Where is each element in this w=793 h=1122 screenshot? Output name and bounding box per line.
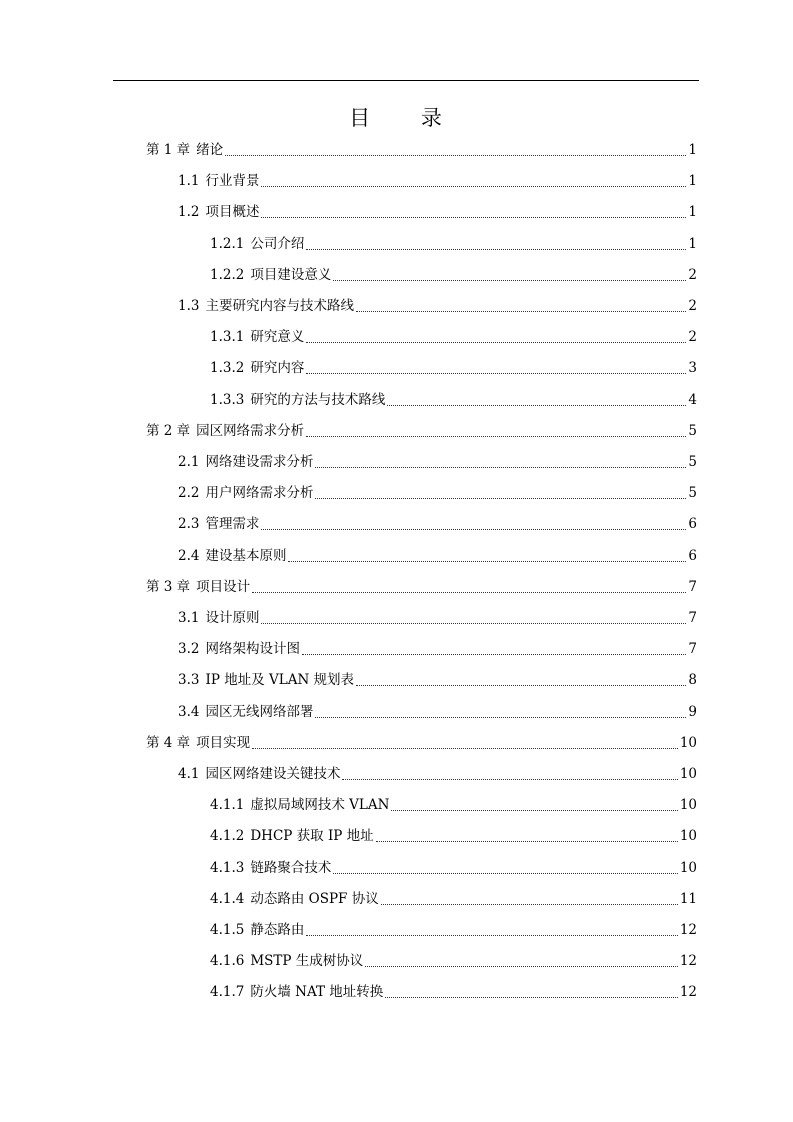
toc-entry[interactable] (210, 824, 697, 848)
toc-dot-leader (391, 809, 677, 811)
toc-entry-title: 公司介绍 (250, 235, 305, 252)
toc-entry-title: 研究内容 (250, 360, 305, 377)
toc-entry-title: 项目实现 (196, 734, 251, 751)
toc-entry-page-number: 5 (688, 485, 697, 502)
toc-entry-number: 3.3 (178, 672, 200, 689)
toc-dot-leader (333, 279, 686, 281)
toc-entry-number: 1.3.1 (210, 329, 245, 346)
toc-dot-leader (306, 248, 686, 250)
toc-entry-page-number: 12 (679, 984, 697, 1001)
toc-entry[interactable] (178, 637, 697, 661)
toc-entry-page-number: 9 (688, 703, 697, 720)
toc-dot-leader (333, 872, 677, 874)
toc-entry[interactable] (178, 668, 697, 692)
toc-entry[interactable] (210, 325, 697, 349)
toc-dot-leader (387, 404, 686, 406)
toc-entry-title: 虚拟局域网技术 VLAN (250, 797, 390, 814)
toc-entry[interactable] (210, 856, 697, 880)
toc-entry-page-number: 10 (679, 859, 697, 876)
toc-entry[interactable] (210, 918, 697, 942)
header-rule (113, 80, 699, 81)
toc-entry-title: DHCP 获取 IP 地址 (250, 828, 374, 845)
toc-dot-leader (315, 497, 686, 499)
toc-entry-title: MSTP 生成树协议 (250, 953, 364, 970)
toc-dot-leader (342, 778, 677, 780)
toc-dot-leader (365, 965, 678, 967)
toc-entry-number: 4.1.3 (210, 859, 245, 876)
toc-entry-page-number: 10 (679, 797, 697, 814)
toc-dot-leader (306, 934, 677, 936)
toc-entry-title: 网络架构设计图 (205, 641, 300, 658)
toc-entry-number: 第 4 章 (146, 734, 191, 751)
toc-entry-page-number: 7 (688, 610, 697, 626)
toc-entry-page-number: 1 (688, 173, 697, 190)
toc-dot-leader (306, 435, 686, 437)
toc-entry-title: 主要研究内容与技术路线 (205, 298, 354, 314)
toc-entry[interactable] (178, 762, 697, 786)
toc-entry-page-number: 11 (679, 890, 697, 907)
toc-entry[interactable] (178, 481, 697, 505)
toc-entry-page-number: 1 (688, 142, 697, 158)
toc-dot-leader (261, 528, 686, 530)
toc-dot-leader (252, 747, 678, 749)
toc-entry-title: 链路聚合技术 (250, 859, 332, 876)
toc-entry-title: 研究意义 (250, 329, 305, 346)
toc-entry-page-number: 2 (688, 329, 697, 346)
toc-entry-number: 4.1.7 (210, 984, 245, 1001)
toc-entry[interactable] (210, 887, 697, 911)
toc-entry-number: 4.1.5 (210, 922, 245, 938)
toc-entry-number: 2.4 (178, 547, 200, 564)
toc-entry[interactable] (178, 544, 697, 568)
toc-entry-page-number: 2 (688, 266, 697, 283)
toc-dot-leader (288, 560, 686, 562)
toc-entry-page-number: 12 (679, 953, 697, 970)
toc-dot-leader (261, 622, 686, 624)
toc-entry[interactable] (178, 169, 697, 193)
toc-dot-leader (356, 684, 686, 686)
toc-title: 目 录 (349, 106, 464, 130)
toc-entry-title: 防火墙 NAT 地址转换 (250, 984, 384, 1001)
toc-entry-page-number: 4 (688, 391, 697, 408)
toc-entry-number: 第 2 章 (146, 422, 191, 439)
toc-dot-leader (356, 310, 686, 312)
toc-entry[interactable] (210, 263, 697, 287)
toc-dot-leader (252, 591, 686, 593)
toc-entry-number: 2.2 (178, 485, 200, 502)
toc-entry-title: 建设基本原则 (205, 547, 287, 564)
toc-entry-page-number: 1 (688, 204, 697, 221)
toc-entry-title: 园区网络建设关键技术 (205, 766, 341, 782)
toc-entry-number: 3.1 (178, 610, 200, 626)
toc-entry-number: 3.4 (178, 703, 200, 720)
toc-entry[interactable] (178, 294, 697, 318)
toc-entry-page-number: 5 (688, 422, 697, 439)
toc-entry-title: 项目概述 (205, 204, 260, 221)
toc-entry-title: 项目设计 (196, 578, 251, 595)
toc-entry-page-number: 12 (679, 922, 697, 938)
toc-entry-page-number: 1 (688, 235, 697, 252)
toc-entry-page-number: 7 (688, 641, 697, 658)
toc-entry-number: 4.1.4 (210, 890, 245, 907)
toc-entry-page-number: 10 (679, 766, 697, 782)
toc-dot-leader (261, 185, 686, 187)
toc-entry-page-number: 7 (688, 578, 697, 595)
toc-dot-leader (261, 216, 686, 218)
toc-entry-number: 1.1 (178, 173, 200, 190)
toc-entry[interactable] (178, 700, 697, 724)
toc-entry-number: 3.2 (178, 641, 200, 658)
toc-entry-page-number: 6 (688, 516, 697, 533)
toc-dot-leader (225, 154, 686, 156)
toc-entry-number: 第 1 章 (146, 142, 191, 158)
toc-entry-number: 4.1 (178, 766, 200, 782)
toc-entry[interactable] (210, 980, 697, 1004)
toc-entry-page-number: 2 (688, 298, 697, 314)
toc-entry[interactable] (146, 419, 697, 443)
toc-entry-title: 网络建设需求分析 (205, 454, 314, 470)
toc-entry-title: 绪论 (196, 142, 224, 158)
toc-entry-number: 1.3 (178, 298, 200, 314)
toc-entry-title: IP 地址及 VLAN 规划表 (205, 672, 355, 689)
toc-dot-leader (381, 903, 678, 905)
toc-entry-number: 4.1.6 (210, 953, 245, 970)
toc-entry-number: 1.3.3 (210, 391, 245, 408)
toc-entry-number: 1.2 (178, 204, 200, 221)
toc-dot-leader (302, 653, 686, 655)
toc-entry[interactable] (178, 450, 697, 474)
toc-dot-leader (315, 716, 686, 718)
toc-entry-title: 设计原则 (205, 610, 260, 626)
toc-dot-leader (315, 466, 686, 468)
toc-entry-page-number: 10 (679, 734, 697, 751)
toc-entry-title: 研究的方法与技术路线 (250, 391, 386, 408)
toc-entry-number: 1.3.2 (210, 360, 245, 377)
toc-entry[interactable] (146, 575, 697, 599)
toc-entry-number: 4.1.2 (210, 828, 245, 845)
toc-entry[interactable] (210, 388, 697, 412)
toc-entry-title: 行业背景 (205, 173, 260, 190)
toc-entry-page-number: 5 (688, 454, 697, 470)
toc-dot-leader (306, 341, 686, 343)
toc-entry[interactable] (146, 731, 697, 755)
toc-entry-number: 4.1.1 (210, 797, 245, 814)
toc-entry-page-number: 6 (688, 547, 697, 564)
toc-entry-page-number: 8 (688, 672, 697, 689)
toc-dot-leader (385, 996, 678, 998)
toc-entry-title: 项目建设意义 (250, 266, 332, 283)
toc-entry-number: 1.2.1 (210, 235, 245, 252)
toc-entry-number: 2.1 (178, 454, 200, 470)
toc-entry[interactable] (210, 949, 697, 973)
toc-entry-number: 2.3 (178, 516, 200, 533)
toc-entry[interactable] (178, 606, 697, 630)
toc-entry[interactable] (210, 356, 697, 380)
toc-entry-title: 用户网络需求分析 (205, 485, 314, 502)
toc-dot-leader (306, 372, 686, 374)
toc-entry[interactable] (210, 232, 697, 256)
toc-entry-number: 1.2.2 (210, 266, 245, 283)
toc-entry[interactable] (210, 793, 697, 817)
toc-entry-title: 动态路由 OSPF 协议 (250, 890, 379, 907)
toc-entry[interactable] (178, 512, 697, 536)
toc-entry-title: 园区无线网络部署 (205, 703, 314, 720)
toc-entry[interactable] (146, 138, 697, 162)
toc-entry-number: 第 3 章 (146, 578, 191, 595)
toc-entry-page-number: 10 (679, 828, 697, 845)
toc-entry[interactable] (178, 200, 697, 224)
toc-entry-title: 静态路由 (250, 922, 305, 938)
toc-entry-title: 园区网络需求分析 (196, 422, 305, 439)
toc-entry-page-number: 3 (688, 360, 697, 377)
toc-entry-title: 管理需求 (205, 516, 260, 533)
toc-dot-leader (376, 840, 678, 842)
